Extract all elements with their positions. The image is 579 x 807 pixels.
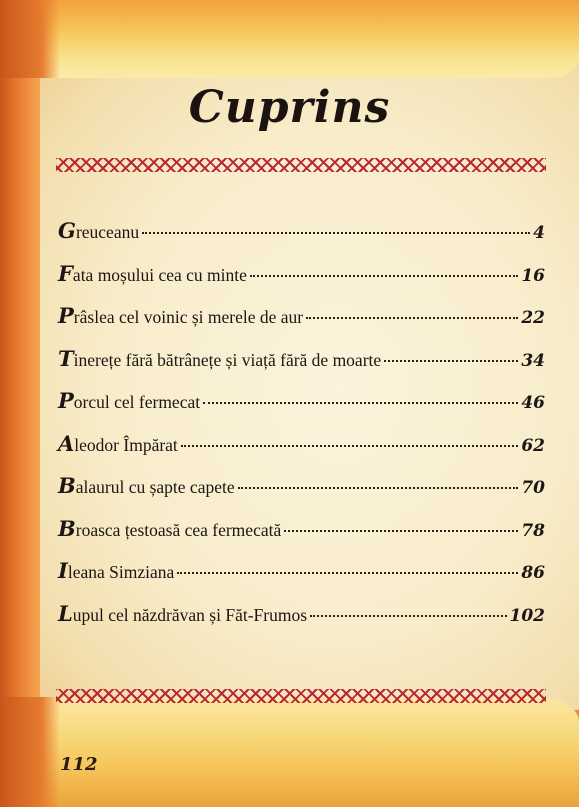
toc-entry-page: 102 [509, 605, 545, 626]
toc-entry[interactable] [58, 558, 545, 601]
dot-leader [203, 402, 518, 404]
toc-entry-page: 46 [521, 393, 545, 413]
toc-entry-page: 4 [533, 223, 545, 243]
toc-entry[interactable] [58, 601, 545, 644]
toc-entry-title: Broasca țestoasă cea fermecată [58, 515, 282, 541]
toc-entry-page: 70 [521, 478, 545, 498]
dot-leader [284, 530, 518, 532]
page-number: 112 [60, 754, 98, 775]
dot-leader [250, 275, 518, 277]
toc-entry[interactable] [58, 218, 545, 261]
toc-entry-title: Fata moșului cea cu minte [58, 260, 247, 286]
toc-entry-title: Ileana Simziana [58, 558, 175, 583]
dot-leader [384, 360, 518, 362]
toc-entry-title: Greuceanu [58, 218, 140, 243]
toc-entry[interactable] [58, 346, 545, 389]
toc-entry[interactable] [58, 261, 545, 304]
toc-entry-page: 34 [521, 350, 545, 371]
toc-entry[interactable] [58, 388, 545, 431]
dot-leader [181, 445, 519, 447]
table-of-contents [58, 218, 545, 643]
toc-entry-title: Porcul cel fermecat [58, 388, 201, 413]
toc-entry-page: 16 [521, 265, 545, 286]
toc-entry-title: Balaurul cu șapte capete [58, 473, 235, 498]
toc-entry-title: Tinerețe fără bătrânețe și viață fără de moarte [58, 345, 382, 371]
toc-entry[interactable] [58, 516, 545, 559]
toc-entry[interactable] [58, 303, 545, 346]
scroll-bottom-roll [0, 697, 579, 807]
decorative-border-bottom [56, 689, 546, 703]
toc-entry-page: 22 [521, 308, 545, 328]
toc-entry-title: Aleodor Împărat [58, 430, 178, 456]
dot-leader [177, 572, 518, 574]
toc-entry-page: 62 [521, 435, 545, 456]
scroll-top-roll [0, 0, 579, 78]
toc-entry-page: 78 [521, 520, 545, 541]
dot-leader [238, 487, 519, 489]
toc-entry[interactable] [58, 473, 545, 516]
dot-leader [310, 615, 506, 617]
toc-entry-title: Prâslea cel voinic și merele de aur [58, 303, 304, 328]
dot-leader [306, 317, 518, 319]
toc-entry-title: Lupul cel năzdrăvan și Făt-Frumos [58, 600, 308, 626]
decorative-border-top [56, 158, 546, 172]
dot-leader [142, 232, 530, 234]
toc-entry-page: 86 [521, 563, 545, 583]
page-title: Cuprins [188, 82, 391, 133]
toc-entry[interactable] [58, 431, 545, 474]
